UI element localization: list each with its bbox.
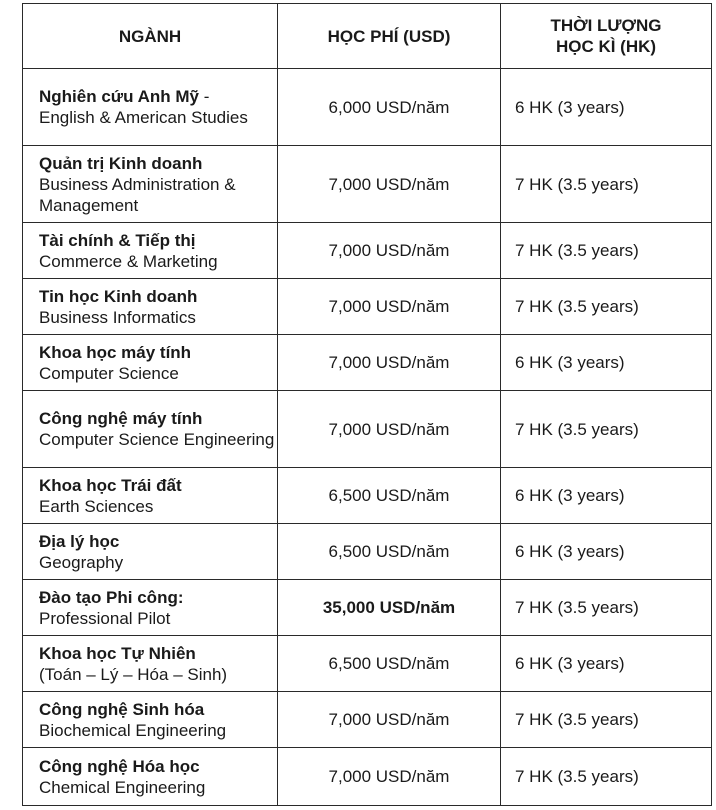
duration-cell: 7 HK (3.5 years) (501, 748, 712, 806)
major-vn-name: Khoa học Trái đất (39, 475, 182, 495)
major-cell (23, 279, 278, 335)
major-cell (23, 692, 278, 748)
duration-cell: 6 HK (3 years) (501, 524, 712, 580)
major-vn-suffix: - (198, 87, 210, 106)
major-vn-line (39, 286, 277, 307)
major-en-name: Commerce & Marketing (39, 251, 218, 271)
major-vn-line (39, 475, 277, 496)
major-vn-name: Tin học Kinh doanh (39, 286, 198, 306)
table-row (23, 524, 712, 580)
fee-cell: 6,500 USD/năm (278, 468, 501, 524)
major-cell (23, 580, 278, 636)
table-row (23, 69, 712, 146)
major-vn-line (39, 756, 277, 777)
fee-cell: 7,000 USD/năm (278, 279, 501, 335)
duration-cell: 7 HK (3.5 years) (501, 279, 712, 335)
fee-cell: 7,000 USD/năm (278, 223, 501, 279)
major-en-name: Computer Science Engineering (39, 430, 275, 449)
major-vn-line (39, 643, 277, 664)
major-en-name: Geography (39, 552, 124, 572)
major-vn-line (39, 408, 277, 429)
header-duration: THỜI LƯỢNG HỌC KÌ (HK) (501, 4, 712, 69)
table-row (23, 391, 712, 468)
fee-cell: 35,000 USD/năm (278, 580, 501, 636)
major-cell (23, 69, 278, 146)
major-vn-name: Khoa học Tự Nhiên (39, 643, 196, 663)
major-vn-name: Công nghệ Hóa học (39, 756, 200, 776)
duration-cell: 6 HK (3 years) (501, 69, 712, 146)
major-cell (23, 748, 278, 806)
major-vn-line (39, 230, 277, 251)
major-vn-line (39, 587, 277, 608)
major-vn-line (39, 153, 277, 174)
fee-cell: 7,000 USD/năm (278, 748, 501, 806)
table-row (23, 748, 712, 806)
fee-cell: 7,000 USD/năm (278, 692, 501, 748)
header-fee: HỌC PHÍ (USD) (278, 4, 501, 69)
major-vn-name: Quản trị Kinh doanh (39, 153, 203, 173)
header-major: NGÀNH (23, 4, 278, 69)
header-row (23, 4, 712, 69)
fee-cell: 7,000 USD/năm (278, 391, 501, 468)
major-vn-line (39, 86, 277, 107)
fee-cell: 7,000 USD/năm (278, 146, 501, 223)
table-row (23, 146, 712, 223)
major-en-name: Chemical Engineering (39, 777, 206, 797)
major-vn-name: Đào tạo Phi công: (39, 587, 184, 607)
major-vn-name: Tài chính & Tiếp thị (39, 230, 196, 250)
table-row (23, 580, 712, 636)
duration-cell: 6 HK (3 years) (501, 636, 712, 692)
table-row (23, 279, 712, 335)
fee-cell: 6,500 USD/năm (278, 636, 501, 692)
major-en-name: English & American Studies (39, 108, 248, 127)
duration-cell: 7 HK (3.5 years) (501, 223, 712, 279)
major-cell (23, 146, 278, 223)
major-cell (23, 391, 278, 468)
major-cell (23, 468, 278, 524)
major-cell (23, 223, 278, 279)
major-cell (23, 636, 278, 692)
table-row (23, 223, 712, 279)
major-cell (23, 524, 278, 580)
major-en-name: Business Informatics (39, 307, 196, 327)
major-vn-name: Địa lý học (39, 531, 120, 551)
duration-cell: 6 HK (3 years) (501, 468, 712, 524)
tuition-table (22, 3, 712, 806)
table-row (23, 468, 712, 524)
major-en-name: (Toán – Lý – Hóa – Sinh) (39, 664, 228, 684)
duration-cell: 7 HK (3.5 years) (501, 391, 712, 468)
major-en-name: Business Administration & Management (39, 174, 236, 215)
major-vn-line (39, 342, 277, 363)
major-en-name: Professional Pilot (39, 608, 171, 628)
major-vn-line (39, 531, 277, 552)
major-en-name: Computer Science (39, 363, 179, 383)
major-vn-name: Nghiên cứu Anh Mỹ (39, 87, 199, 106)
major-en-name: Earth Sciences (39, 496, 154, 516)
fee-cell: 7,000 USD/năm (278, 335, 501, 391)
major-vn-name: Khoa học máy tính (39, 342, 192, 362)
table-row (23, 335, 712, 391)
duration-cell: 7 HK (3.5 years) (501, 580, 712, 636)
table-row (23, 692, 712, 748)
major-vn-line (39, 699, 277, 720)
fee-cell: 6,500 USD/năm (278, 524, 501, 580)
duration-cell: 7 HK (3.5 years) (501, 146, 712, 223)
table-row (23, 636, 712, 692)
major-vn-name: Công nghệ Sinh hóa (39, 699, 205, 719)
major-en-name: Biochemical Engineering (39, 720, 227, 740)
duration-cell: 7 HK (3.5 years) (501, 692, 712, 748)
major-vn-name: Công nghệ máy tính (39, 409, 203, 428)
fee-cell: 6,000 USD/năm (278, 69, 501, 146)
duration-cell: 6 HK (3 years) (501, 335, 712, 391)
major-cell (23, 335, 278, 391)
